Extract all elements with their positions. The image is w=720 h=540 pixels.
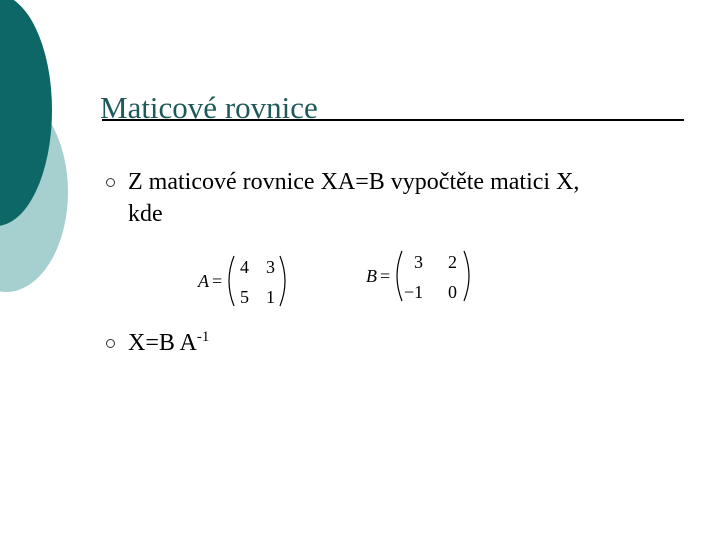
matrix-a-right-bracket (280, 256, 285, 306)
matrix-b (364, 248, 484, 308)
matrix-a-cell: 5 (240, 287, 249, 307)
bullet-icon (106, 178, 115, 187)
matrix-b-cell: −1 (404, 282, 424, 302)
matrix-b-left-bracket (397, 251, 402, 301)
bullet-2-main: X=B A (128, 330, 197, 356)
matrix-b-equals: = (380, 266, 391, 286)
bullet-2-text (128, 327, 209, 359)
title-underline (102, 119, 684, 121)
matrix-a-left-bracket (229, 256, 234, 306)
matrix-a (194, 253, 294, 313)
matrix-a-cell: 1 (266, 287, 275, 307)
matrix-b-cell: 0 (448, 282, 457, 302)
matrix-b-name: B (366, 266, 377, 286)
matrix-a-name: A (198, 271, 209, 291)
bullet-1-text-line2: kde (128, 201, 163, 227)
slide-title: Maticové rovnice (100, 90, 318, 125)
matrix-a-cell: 4 (240, 257, 249, 277)
matrix-a-cell: 3 (266, 257, 275, 277)
bullet-icon (106, 339, 115, 348)
matrix-a-equals: = (212, 271, 223, 291)
matrix-b-cell: 3 (414, 252, 423, 272)
matrix-b-right-bracket (464, 251, 469, 301)
bullet-2-superscript: -1 (196, 329, 210, 345)
bullet-1-text-line1: Z maticové rovnice XA=B vypočtěte matici X, (128, 169, 580, 195)
matrix-b-cell: 2 (448, 252, 457, 272)
